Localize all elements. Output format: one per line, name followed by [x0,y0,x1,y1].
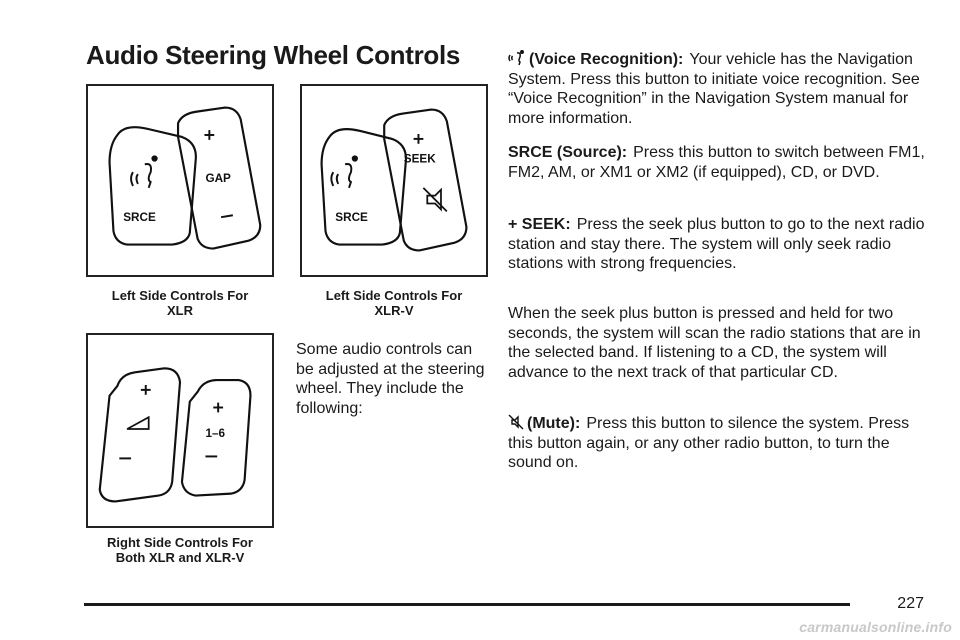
mute-icon [508,414,524,430]
left-controls-xlrv-illustration [302,86,486,275]
srce-label: SRCE [123,211,156,225]
seek-text: Press the seek plus button to go to the next radio station and stay there. The system will only seek radio stations with strong frequencies. [508,216,925,272]
seek-button-outline [384,110,466,251]
mute-term: (Mute): [527,415,581,432]
page-number: 227 [897,595,924,612]
mute-icon [423,188,446,211]
plus-icon [414,134,424,144]
srce-text: Press this button to switch between FM1, FM2, AM, or XM1 or XM2 (if equipped), CD, or DVD. [508,144,925,181]
minus-icon [221,215,233,217]
figure-left-controls-xlrv [300,84,488,277]
watermark: carmanualsonline.info [799,619,952,635]
seek-label: SEEK [403,152,436,166]
gap-label: GAP [205,171,231,185]
voice-recognition-icon [131,156,157,188]
paragraph-srce [508,143,928,182]
seek-term: + SEEK: [508,216,571,233]
intro-text: Some audio controls can be adjusted at the steering wheel. They include the following: [296,341,485,417]
paragraph-mute [508,414,928,473]
voice-recognition-icon [508,50,526,66]
paragraph-voice-recognition [508,50,928,128]
volume-icon [127,417,149,429]
page-title: Audio Steering Wheel Controls [86,40,461,70]
footer-rule [84,603,850,606]
voice-recognition-icon [331,156,357,188]
caption-left-controls-xlr: Left Side Controls For XLR [111,288,249,318]
plus-icon [141,385,151,395]
srce-label: SRCE [335,211,368,225]
left-controls-xlr-illustration [88,86,272,275]
paragraph-seek [508,215,928,274]
caption-right-controls-both: Right Side Controls For Both XLR and XLR-V [107,535,253,565]
figure-left-controls-xlr [86,84,274,277]
srce-button-outline [110,127,196,244]
figure-right-controls-both [86,333,274,528]
volume-button-outline [100,368,180,501]
right-controls-illustration [88,335,272,526]
voice-recognition-term: (Voice Recognition): [529,51,684,68]
mute-text: Press this button to silence the system. Press this button again, or any other radio button, to turn the sound on. [508,415,910,471]
preset-label: 1–6 [205,426,226,440]
seek-hold-text: When the seek plus button is pressed and held for two seconds, the system will scan the radio stations that are in the selected band. If listening to a CD, the system will advance to the next track of that particular CD. [508,305,921,381]
plus-icon [204,130,214,140]
plus-icon [213,403,223,413]
voice-recognition-text: Your vehicle has the Navigation System. Press this button to initiate voice recognition. See “Voice Recognition” in the Navigation System manual for more information. [508,51,920,127]
srce-term: SRCE (Source): [508,144,628,161]
caption-left-controls-xlrv: Left Side Controls For XLR-V [325,288,463,318]
paragraph-seek-hold [508,304,928,382]
intro-paragraph [296,340,486,418]
